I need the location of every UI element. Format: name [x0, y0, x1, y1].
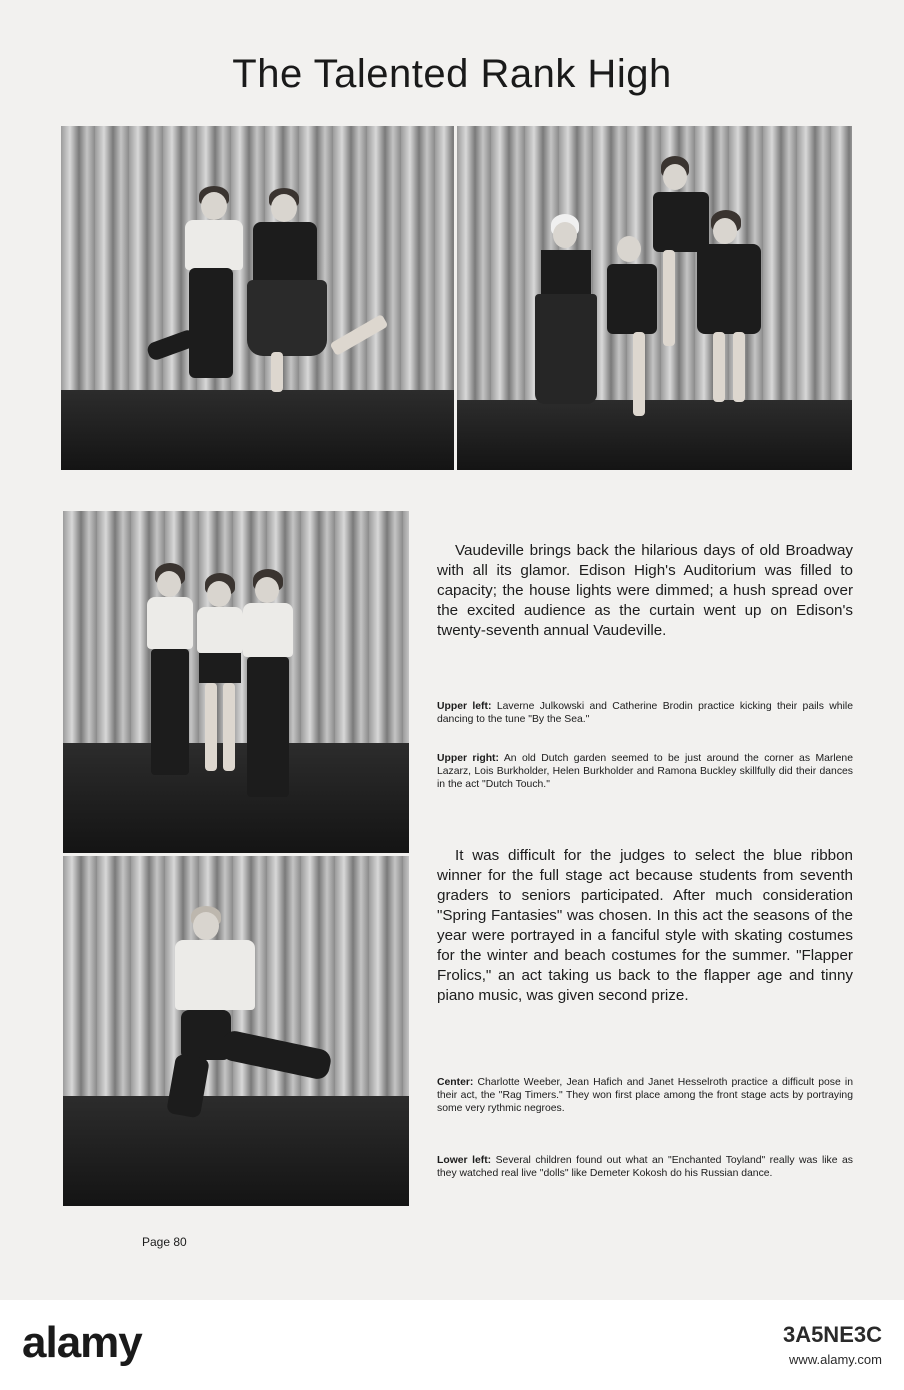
paragraph-judges: It was difficult for the judges to select the blue ribbon winner for the full stage act because students from seventh graders to seniors participated. After much consideration "Spring Fantasies" was chosen. In this act the seasons of the year were portrayed in a fanciful style with skating costumes for the winter and beach costumes for the summer. "Flapper Frolics," an act taking us back to the flapper age and tinny piano music, was given second prize. [437, 847, 853, 1004]
caption-upper-right [437, 752, 853, 791]
caption-lower-left [437, 1154, 853, 1180]
photo-lower-left [63, 856, 409, 1206]
caption-center [437, 1076, 853, 1115]
caption-upper-left [437, 700, 853, 726]
photo-center [63, 511, 409, 853]
image-id: 3A5NE3C [782, 1322, 882, 1347]
caption-upper-right-text: An old Dutch garden seemed to be just around the corner as Marlene Lazarz, Lois Burkholder, Helen Burkholder and Ramona Buckley skillfully did their dances in the act "Dutch Touch." [437, 753, 853, 790]
page-number: Page 80 [142, 1235, 187, 1249]
page-title: The Talented Rank High [232, 52, 672, 96]
caption-center-text: Charlotte Weeber, Jean Hafich and Janet Hesselroth practice a difficult pose in their act, the "Rag Timers." They won first place among the front stage acts by portraying some very rythmic negroes. [437, 1077, 853, 1114]
caption-lower-left-text: Several children found out what an "Enchanted Toyland" really was like as they watched real live "dolls" like Demeter Kokosh do his Russian dance. [437, 1155, 853, 1179]
alamy-logo: alamy [22, 1318, 142, 1367]
watermark-url: www.alamy.com [789, 1352, 882, 1367]
watermark-info [783, 1322, 882, 1367]
paragraph-vaudeville: Vaudeville brings back the hilarious days of old Broadway with all its glamor. Edison High's Auditorium was filled to capacity; the house lights were dimmed; a hush spread over the excited audience as the curtain went up on Edison's twenty-seventh annual Vaudeville. [437, 542, 853, 639]
caption-upper-left-text: Laverne Julkowski and Catherine Brodin practice kicking their pails while dancing to the tune "By the Sea." [437, 701, 853, 725]
caption-upper-left-label: Upper left: [437, 701, 492, 712]
caption-upper-right-label: Upper right: [437, 753, 499, 764]
caption-lower-left-label: Lower left: [437, 1155, 492, 1166]
photo-upper-left [61, 126, 454, 470]
caption-center-label: Center: [437, 1077, 474, 1088]
photo-upper-right [457, 126, 852, 470]
